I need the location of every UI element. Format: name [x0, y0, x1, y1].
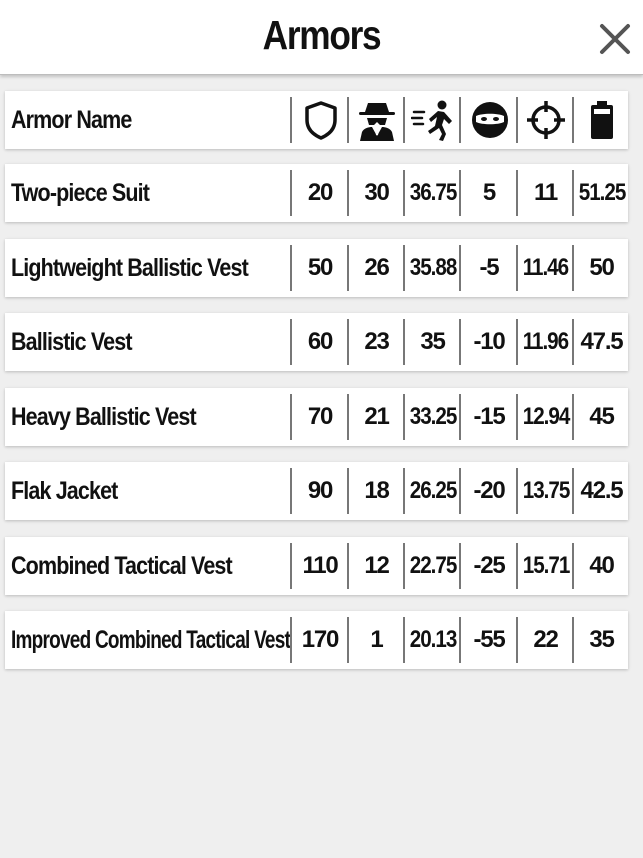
column-separator	[403, 170, 405, 216]
column-separator	[572, 245, 574, 291]
column-separator	[459, 245, 461, 291]
stamina-value	[575, 388, 628, 446]
value-text: 21	[364, 403, 389, 430]
value-text: 36.75	[409, 179, 457, 206]
stamina-value	[575, 164, 628, 222]
column-separator	[347, 245, 349, 291]
value-text: 50	[589, 254, 614, 281]
column-separator	[459, 543, 461, 589]
value-text: 22.75	[409, 552, 457, 579]
value-text: 60	[307, 328, 333, 355]
column-separator	[347, 543, 349, 589]
column-separator	[459, 394, 461, 440]
column-separator	[403, 245, 405, 291]
value-text: 11.46	[522, 254, 569, 281]
column-separator	[572, 97, 574, 143]
armor-value	[293, 611, 347, 669]
value-text: 47.5	[580, 328, 623, 355]
evasion-value	[462, 462, 516, 520]
column-separator	[290, 617, 292, 663]
value-text: 11	[534, 179, 557, 206]
column-separator	[516, 394, 518, 440]
column-separator	[403, 468, 405, 514]
value-text: 26.25	[409, 477, 457, 504]
value-text: 11.96	[522, 328, 569, 355]
value-text: 26	[364, 254, 389, 281]
armor-name: Heavy Ballistic Vest	[11, 403, 196, 431]
column-separator	[516, 245, 518, 291]
value-text: 35	[589, 626, 614, 653]
armor-name: Lightweight Ballistic Vest	[11, 254, 248, 282]
value-text: 15.71	[522, 552, 570, 579]
value-text: 20	[307, 179, 333, 206]
column-separator	[572, 170, 574, 216]
value-text: 33.25	[409, 403, 457, 430]
armor-value	[293, 537, 347, 595]
column-separator	[290, 319, 292, 365]
value-text: 18	[364, 477, 389, 504]
armor-name-header: Armor Name	[11, 106, 132, 134]
column-separator	[403, 97, 405, 143]
value-text: -15	[473, 403, 505, 430]
value-text: 35.88	[409, 254, 457, 281]
column-separator	[347, 617, 349, 663]
value-text: 90	[307, 477, 333, 504]
speed-value	[406, 537, 459, 595]
stealth-value	[350, 462, 403, 520]
speed-value	[406, 313, 459, 371]
evasion-value	[462, 239, 516, 297]
column-separator	[290, 245, 292, 291]
column-separator	[516, 617, 518, 663]
value-text: -20	[473, 477, 505, 504]
column-separator	[516, 319, 518, 365]
column-separator	[403, 319, 405, 365]
table-row[interactable]	[5, 239, 628, 297]
value-text: 23	[364, 328, 389, 355]
close-icon	[596, 20, 634, 58]
value-text: 12.94	[522, 403, 570, 430]
shield-icon	[293, 99, 348, 141]
page-title: Armors	[262, 12, 381, 58]
value-text: -10	[473, 328, 505, 355]
accuracy-value	[519, 164, 572, 222]
column-separator	[572, 468, 574, 514]
armor-value	[293, 388, 347, 446]
value-text: 20.13	[409, 626, 457, 653]
stealth-value	[350, 611, 403, 669]
column-separator	[459, 468, 461, 514]
column-separator	[347, 170, 349, 216]
table-row[interactable]	[5, 611, 628, 669]
column-separator	[403, 394, 405, 440]
column-separator	[403, 617, 405, 663]
value-text: 42.5	[580, 477, 623, 504]
value-text: -25	[473, 552, 505, 579]
column-separator	[290, 97, 292, 143]
column-separator	[572, 617, 574, 663]
value-text: 22	[533, 626, 558, 653]
value-text: 45	[589, 403, 614, 430]
column-separator	[572, 394, 574, 440]
column-separator	[516, 468, 518, 514]
table-row[interactable]	[5, 462, 628, 520]
value-text: 51.25	[578, 179, 626, 206]
stamina-value	[575, 239, 628, 297]
speed-value	[406, 462, 459, 520]
column-separator	[290, 170, 292, 216]
value-text: 12	[364, 552, 389, 579]
column-separator	[516, 543, 518, 589]
stamina-value	[575, 611, 628, 669]
stealth-value	[350, 164, 403, 222]
battery-icon	[575, 99, 628, 141]
evasion-value	[462, 611, 516, 669]
armor-value	[293, 313, 347, 371]
column-separator	[347, 319, 349, 365]
column-separator	[516, 97, 518, 143]
value-text: 5	[482, 179, 496, 206]
value-text: 170	[301, 626, 339, 653]
accuracy-value	[519, 537, 572, 595]
column-separator	[459, 97, 461, 143]
spy-icon	[350, 99, 404, 141]
column-separator	[290, 543, 292, 589]
value-text: 1	[370, 626, 383, 653]
column-separator	[572, 543, 574, 589]
armor-name: Combined Tactical Vest	[11, 552, 232, 580]
accuracy-value	[519, 239, 572, 297]
evasion-value	[462, 388, 516, 446]
ninja-mask-icon	[462, 99, 517, 141]
stealth-value	[350, 537, 403, 595]
table-row[interactable]	[5, 313, 628, 371]
column-separator	[459, 170, 461, 216]
value-text: -5	[479, 254, 499, 281]
stealth-value	[350, 313, 403, 371]
armor-name: Ballistic Vest	[11, 328, 132, 356]
column-separator	[347, 97, 349, 143]
armor-value	[293, 164, 347, 222]
evasion-value	[462, 164, 516, 222]
column-separator	[459, 319, 461, 365]
value-text: 70	[307, 403, 333, 430]
column-separator	[403, 543, 405, 589]
value-text: 40	[589, 552, 614, 579]
value-text: -55	[473, 626, 505, 653]
column-separator	[572, 319, 574, 365]
table-row[interactable]	[5, 537, 628, 595]
column-separator	[290, 394, 292, 440]
running-person-icon	[406, 99, 460, 141]
armor-name: Improved Combined Tactical Vest	[11, 626, 291, 654]
accuracy-value	[519, 388, 572, 446]
title-bar	[0, 0, 643, 75]
close-button[interactable]	[596, 20, 634, 58]
value-text: 30	[364, 179, 389, 206]
armor-name: Flak Jacket	[11, 477, 118, 505]
column-separator	[290, 468, 292, 514]
armor-value	[293, 239, 347, 297]
value-text: 110	[302, 552, 338, 579]
armor-value	[293, 462, 347, 520]
value-text: 50	[307, 254, 333, 281]
column-separator	[347, 468, 349, 514]
evasion-value	[462, 313, 516, 371]
stamina-value	[575, 537, 628, 595]
speed-value	[406, 388, 459, 446]
speed-value	[406, 239, 459, 297]
value-text: 35	[420, 328, 445, 355]
stamina-value	[575, 462, 628, 520]
table-header-row	[5, 91, 628, 149]
table-row[interactable]	[5, 388, 628, 446]
value-text: 13.75	[522, 477, 570, 504]
evasion-value	[462, 537, 516, 595]
accuracy-value	[519, 611, 572, 669]
crosshair-icon	[519, 99, 573, 141]
stamina-value	[575, 313, 628, 371]
column-separator	[347, 394, 349, 440]
speed-value	[406, 164, 459, 222]
column-separator	[516, 170, 518, 216]
speed-value	[406, 611, 459, 669]
stealth-value	[350, 388, 403, 446]
table-row[interactable]	[5, 164, 628, 222]
accuracy-value	[519, 462, 572, 520]
accuracy-value	[519, 313, 572, 371]
armor-name: Two-piece Suit	[11, 179, 150, 207]
stealth-value	[350, 239, 403, 297]
column-separator	[459, 617, 461, 663]
